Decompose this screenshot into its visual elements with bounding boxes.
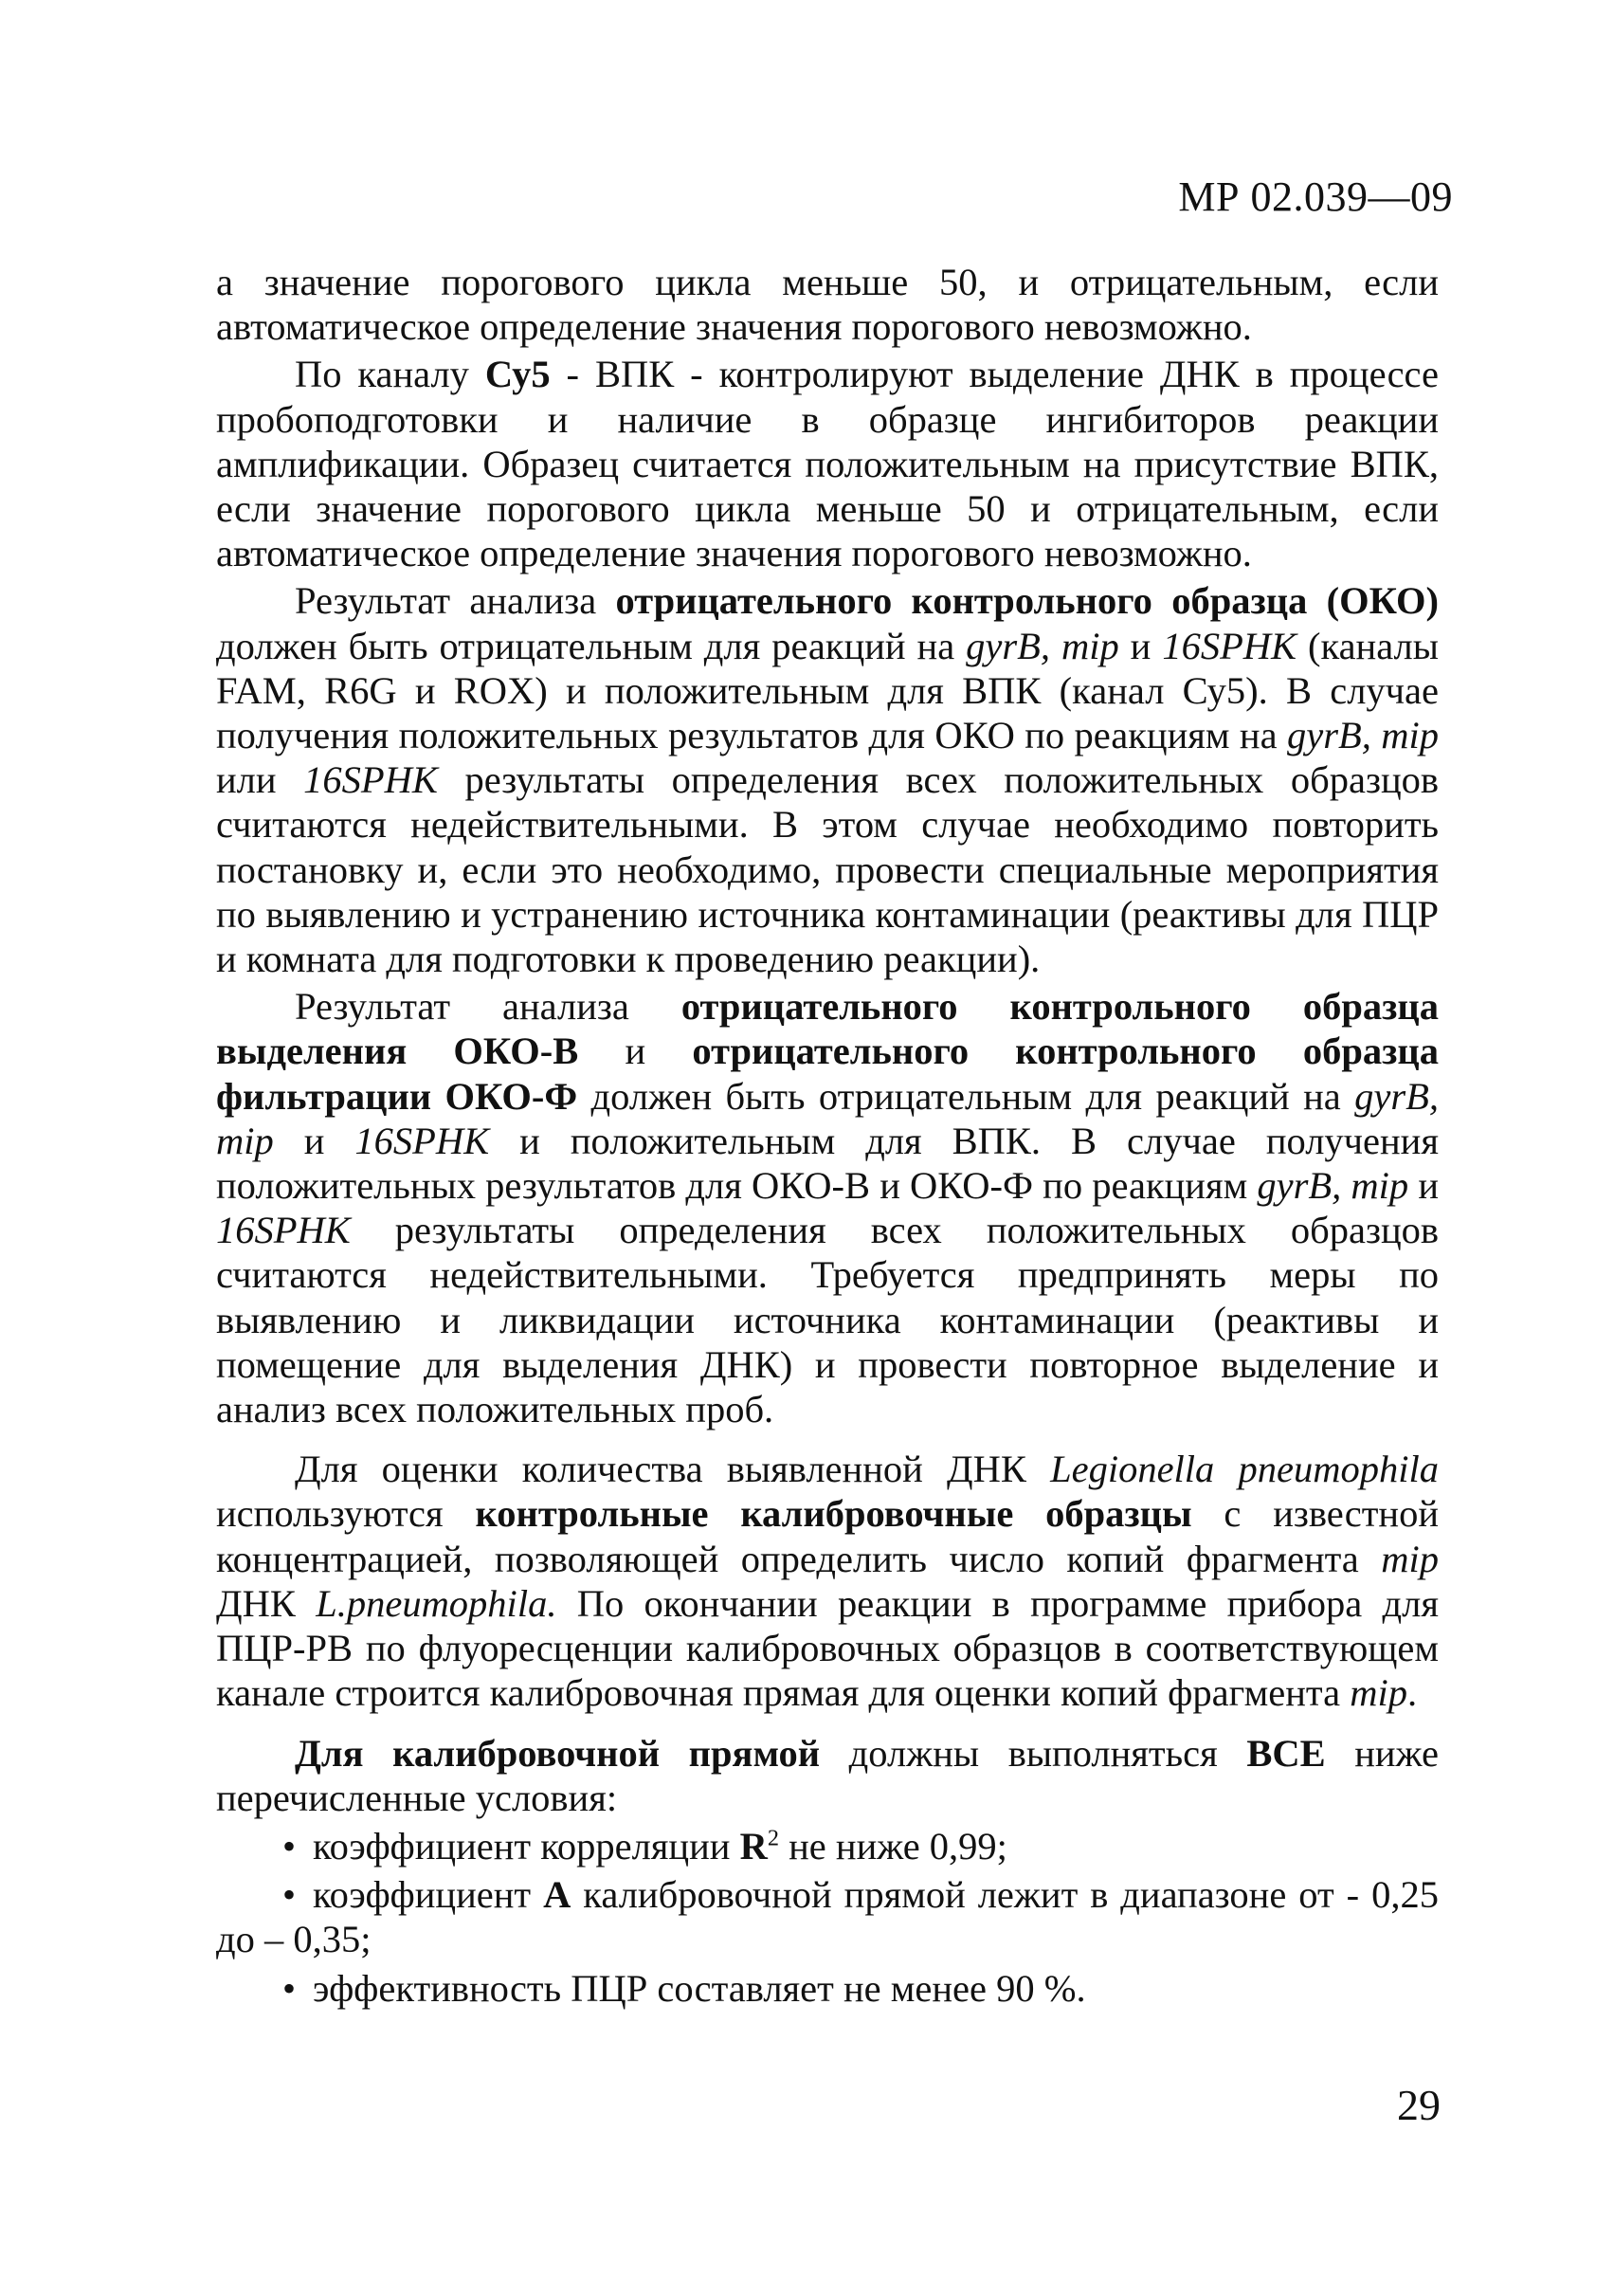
page-number: 29 bbox=[1397, 2081, 1441, 2129]
list-item: • эффективность ПЦР составляет не менее 90 %. bbox=[216, 1966, 1439, 2011]
paragraph-6: Для калибровочной прямой должны выполняться ВСЕ ниже перечисленные условия: bbox=[216, 1731, 1439, 1819]
paragraph-2: По каналу Су5 - ВПК - контролируют выделение ДНК в процессе пробоподготовки и наличие в образце ингибиторов реакции амплификации. Образец считается положительным на присутствие ВПК, если значение порогового цикла меньше 50 и отрицательным, если автоматическое определение значения порогового невозможно. bbox=[216, 353, 1439, 575]
body-text bbox=[216, 260, 1439, 2014]
paragraph-1: а значение порогового цикла меньше 50, и отрицательным, если автоматическое определение значения порогового невозможно. bbox=[216, 261, 1439, 349]
list-item: • коэффициент А калибровочной прямой лежит в диапазоне от - 0,25 до – 0,35; bbox=[216, 1872, 1439, 1961]
conditions-list bbox=[216, 1824, 1439, 2011]
list-item: • коэффициент корреляции $R^2$ не ниже 0,99; bbox=[216, 1824, 1439, 1868]
paragraph-4: Результат анализа отрицательного контрольного образца выделения ОКО-В и отрицательного контрольного образца фильтрации ОКО-Ф должен быть отрицательным для реакций на gyrB, mip и 16SPHK и положительным для ВПК. В случае получения положительных результатов для ОКО-В и ОКО-Ф по реакциям gyrB, mip и 16SPHK результаты определения всех положительных образцов считаются недействительными. Требуется предпринять меры по выявлению и ликвидации источника контаминации (реактивы и помещение для выделения ДНК) и провести повторное выделение и анализ всех положительных проб. bbox=[216, 985, 1439, 1431]
paragraph-5: Для оценки количества выявленной ДНК Legionella pneumophila используются контрольные калибровочные образцы с известной концентрацией, позволяющей определить число копий фрагмента mip ДНК L.pneumophila. По окончании реакции в программе прибора для ПЦР-РВ по флуоресценции калибровочных образцов в соответствующем канале строится калибровочная прямая для оценки копий фрагмента mip. bbox=[216, 1448, 1440, 1715]
document-code: МР 02.039—09 bbox=[1178, 173, 1453, 220]
paragraph-3: Результат анализа отрицательного контрольного образца (ОКО) должен быть отрицательным для реакций на gyrB, mip и 16SPHK (каналы FAM, R6G и ROX) и положительным для ВПК (канал Су5). В случае получения положительных результатов для ОКО по реакциям на gyrB, mip или 16SPHK результаты определения всех положительных образцов считаются недействительными. В этом случае необходимо повторить постановку и, если это необходимо, провести специальные мероприятия по выявлению и устранению источника контаминации (реактивы для ПЦР и комната для подготовки к проведению реакции). bbox=[216, 579, 1440, 981]
